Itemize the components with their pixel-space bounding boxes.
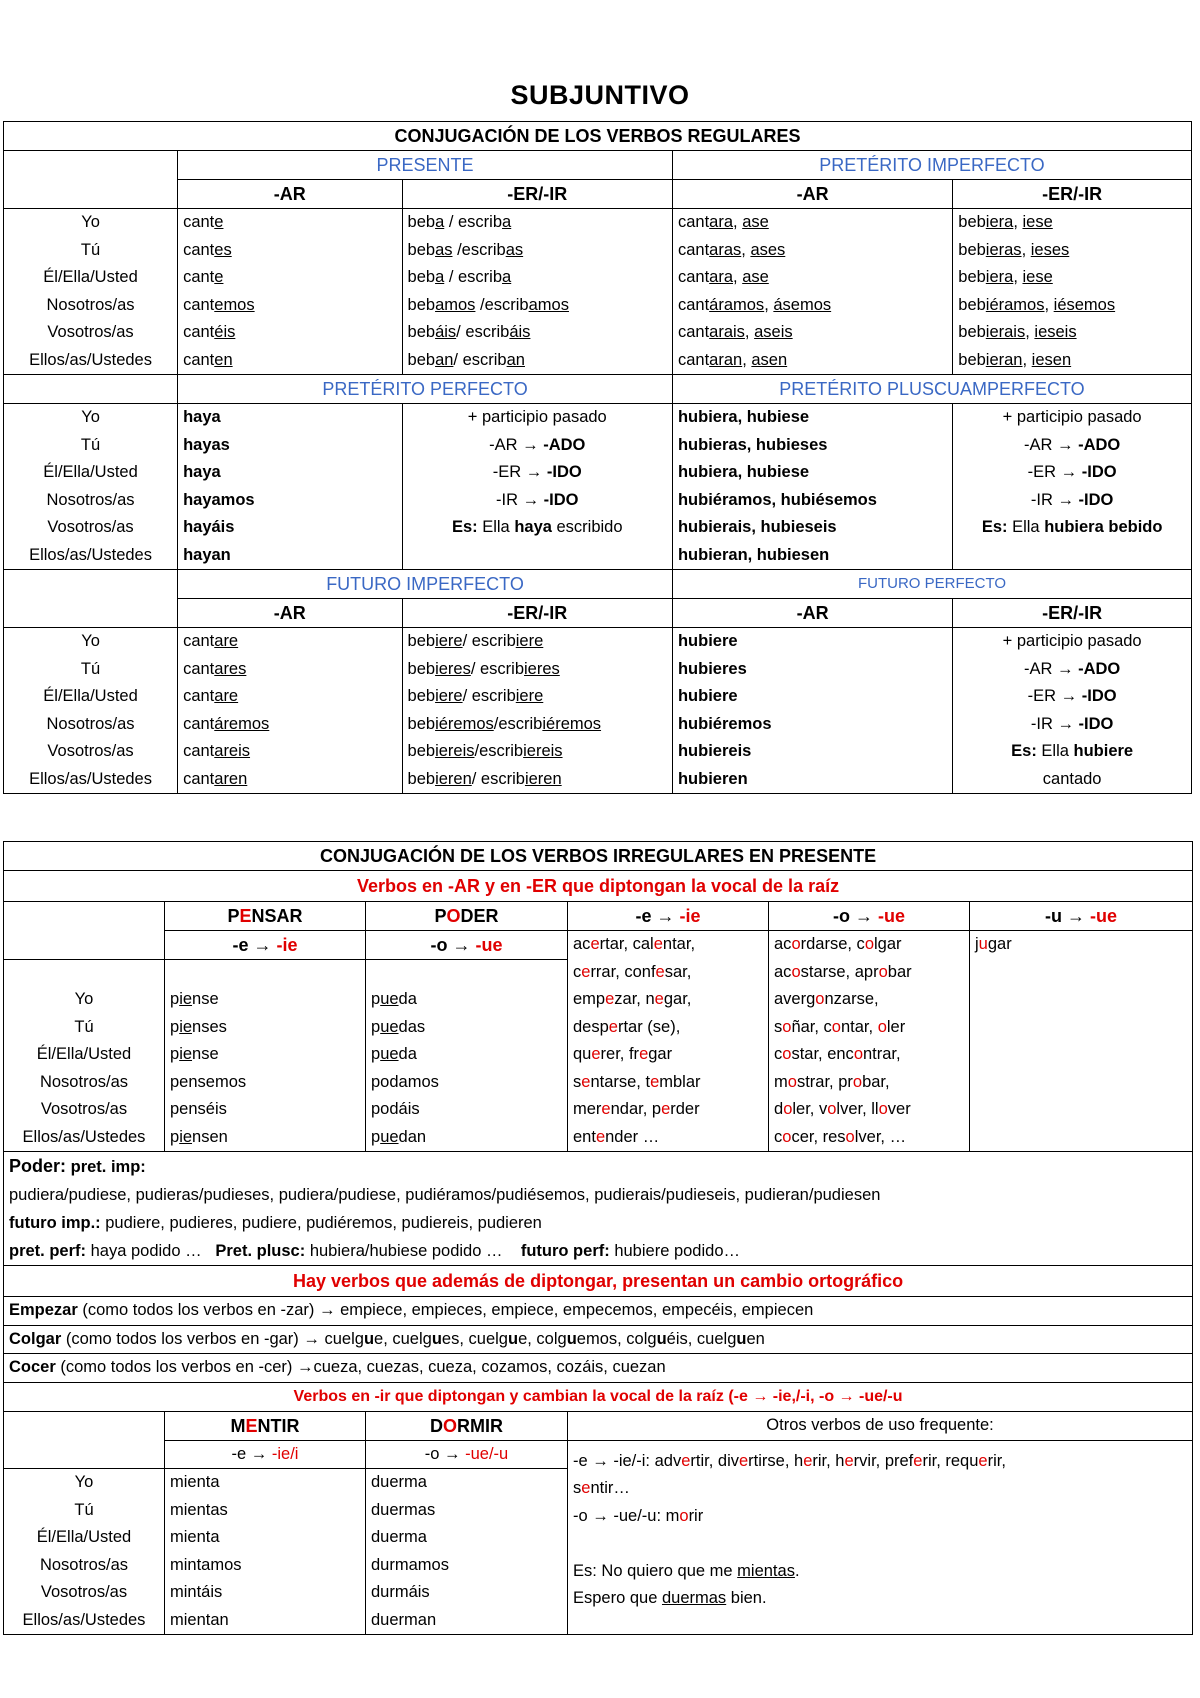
pronoun: Vosotros/as (40, 1583, 128, 1601)
verb-form: bebiera, iese (958, 268, 1053, 286)
verb-form: bebiere/ escribiere (407, 632, 544, 650)
verb-form: cantaren (183, 769, 248, 788)
verb-form: hayáis (183, 518, 235, 536)
verb-form: hubiere (677, 632, 738, 650)
poder-futperf: hubiere podido… (614, 1242, 741, 1260)
pronoun: Tú (74, 1500, 94, 1519)
verb-form: bebas /escribas (407, 240, 524, 259)
poder-note (4, 1152, 1193, 1266)
verb-form: piensen (170, 1127, 228, 1146)
verb-form: hayas (183, 435, 230, 454)
verb-form: mienta (170, 1473, 220, 1491)
poder-perfecto: haya podido … (90, 1242, 202, 1260)
verb-form: mienta (170, 1528, 220, 1546)
note-line: -IR → -IDO (1030, 490, 1114, 509)
verb-form: hubieras, hubieses (677, 435, 828, 454)
futuro-perfecto-header: FUTURO PERFECTO (672, 570, 1191, 599)
verb-form: bebieren/ escribieren (407, 769, 562, 788)
col-ar: -AR (672, 599, 952, 628)
note-line: -ER → -IDO (1027, 463, 1117, 481)
page-title: SUBJUNTIVO (510, 80, 690, 110)
pronoun: Nosotros/as (46, 295, 135, 314)
cocer-note: (como todos los verbos en -cer) (60, 1358, 293, 1376)
verb-form: puedan (371, 1127, 427, 1146)
col-er-ir: -ER/-IR (953, 599, 1192, 628)
verb-form: duermas (371, 1500, 436, 1519)
note-line: cantado (1042, 769, 1102, 788)
cocer-label: Cocer (9, 1358, 56, 1376)
empezar-note: (como todos los verbos en -zar) (82, 1301, 315, 1319)
pronoun: Vosotros/as (47, 518, 134, 536)
verb-form: haya (183, 463, 221, 481)
verb-form: bebamos /escribamos (407, 295, 569, 314)
pensar-header: PENSAR (165, 902, 366, 931)
empezar-row: Empezar (como todos los verbos en -zar) → empiece, empieces, empiece, empecemos, empecéis, empiecen (4, 1297, 1193, 1326)
verb-form: pienses (170, 1017, 227, 1036)
verb-form: mientan (170, 1610, 229, 1629)
verb-form: duerman (371, 1610, 437, 1629)
otros-verbs: -e → -ie/-i: advertir, divertirse, herir, hervir, preferir, requerir, sentir… -o → -ue/-u: morir Es: No quiero que me mientas. Espero que duermas bien. (568, 1440, 1193, 1635)
plusc-aux-forms (672, 404, 952, 570)
irregular-verbs-table (3, 841, 1193, 1635)
mentir-forms (165, 1469, 366, 1635)
verb-form: hubieres (677, 659, 747, 678)
empty-corner (4, 570, 178, 628)
col-er-ir: -ER/-IR (402, 599, 672, 628)
fut-imp-label: futuro imp.: (9, 1214, 101, 1232)
pronoun: Tú (80, 240, 101, 259)
presente-ar-forms (178, 209, 402, 375)
verb-form: hubieran, hubiesen (677, 545, 830, 564)
verb-form: durmáis (371, 1583, 430, 1601)
verb-form: cantaran, asen (677, 350, 788, 369)
verb-form: hubiere (677, 687, 738, 705)
verb-form: podáis (371, 1100, 420, 1118)
dormir-forms (366, 1469, 568, 1635)
verb-form: podamos (371, 1072, 439, 1091)
pronoun: Yo (74, 990, 94, 1008)
verb-form: cante (183, 213, 224, 231)
col-ar: -AR (178, 599, 402, 628)
note-line: -AR → -ADO (1024, 435, 1121, 454)
verb-form: mintáis (170, 1583, 223, 1601)
verb-form: puedas (371, 1017, 426, 1036)
verb-form: hubiereis (677, 742, 752, 760)
verb-form: hayamos (183, 490, 255, 509)
mentir-change: -e → -ie/i (165, 1440, 366, 1469)
imperfecto-ar-forms (672, 209, 952, 375)
irregular-header: CONJUGACIÓN DE LOS VERBOS IRREGULARES EN PRESENTE (4, 842, 1193, 871)
pronouns-list (4, 960, 165, 1152)
verb-form: piense (170, 1045, 219, 1063)
mentir-header: MENTIR (165, 1411, 366, 1440)
futuro-ar-forms (178, 628, 402, 794)
imperfecto-er-forms (953, 209, 1192, 375)
pronouns-list (4, 404, 178, 570)
futperf-aux-forms (672, 628, 952, 794)
verb-form: duerma (371, 1473, 427, 1491)
pronoun: Yo (81, 213, 100, 231)
pronoun: Vosotros/as (47, 742, 134, 760)
poder-header: PODER (366, 902, 568, 931)
verb-form: bebierais, ieseis (958, 323, 1077, 341)
o-ue-header: -o → -ue (769, 902, 970, 931)
pronoun: Ellos/as/Ustedes (29, 545, 152, 564)
fut-perf-label: futuro perf: (520, 1242, 610, 1260)
verb-form: beba / escriba (407, 268, 512, 286)
note-line: Es: Ella hubiere (1011, 742, 1134, 760)
e-ie-header: -e → -ie (568, 902, 769, 931)
verb-form: hubiera, hubiese (677, 463, 810, 481)
verb-form: durmamos (371, 1555, 449, 1574)
note-line: -IR → -IDO (1030, 714, 1114, 733)
futperf-notes (953, 628, 1192, 794)
cocer-forms: cueza, cuezas, cueza, cozamos, cozáis, cuezan (313, 1358, 666, 1376)
verb-form: cantares (183, 659, 247, 678)
verb-form: bebiéramos, iésemos (958, 295, 1116, 314)
pronoun: Ellos/as/Ustedes (22, 1610, 146, 1629)
plusc-label: Pret. plusc: (215, 1242, 306, 1260)
verb-form: hubieren (677, 769, 748, 788)
verb-form: bebáis/ escribáis (407, 323, 531, 341)
pronoun: Yo (81, 632, 100, 650)
poder-futuro: pudiere, pudieres, pudiere, pudiéremos, pudiereis, pudieren (105, 1214, 542, 1232)
pronoun: Ellos/as/Ustedes (22, 1127, 146, 1146)
perfecto-notes (402, 404, 672, 570)
verb-form: cantare (183, 632, 239, 650)
pret-imperfecto-header: PRETÉRITO IMPERFECTO (672, 151, 1191, 180)
pronoun: Yo (74, 1473, 94, 1491)
note-line (958, 542, 1186, 570)
verb-form: bebieres/ escribieres (407, 659, 560, 678)
verb-form: pueda (371, 990, 417, 1008)
pensar-forms (165, 960, 366, 1152)
regular-header: CONJUGACIÓN DE LOS VERBOS REGULARES (4, 122, 1192, 151)
verb-form: bebiéremos/escribiéremos (407, 714, 602, 733)
pronoun: Yo (81, 408, 100, 426)
verb-form: cantáramos, ásemos (677, 295, 832, 314)
pronoun: Nosotros/as (46, 490, 135, 509)
empty-corner (4, 902, 165, 960)
empty-corner (4, 1411, 165, 1469)
verb-form: cante (183, 268, 224, 286)
plusc-notes (953, 404, 1192, 570)
note-line: + participio pasado (1002, 632, 1142, 650)
verb-form: duerma (371, 1528, 427, 1546)
verb-form: piense (170, 990, 219, 1008)
u-ue-header: -u → -ue (970, 902, 1193, 931)
col-er-ir: -ER/-IR (402, 180, 672, 209)
empezar-forms: empiece, empieces, empiece, empecemos, empecéis, empiecen (340, 1301, 814, 1319)
verb-form: bebieran, iesen (958, 350, 1072, 369)
note-line (408, 542, 667, 570)
poder-forms (366, 960, 568, 1152)
note-line: -ER → -IDO (1027, 687, 1117, 705)
verb-form: cantes (183, 240, 232, 259)
colgar-forms: cuelgue, cuelgues, cuelgue, colguemos, colguéis, cuelguen (324, 1329, 765, 1348)
futuro-er-forms (402, 628, 672, 794)
u-ue-verbs-list: jugar (970, 931, 1193, 1152)
verb-form: cantéis (183, 323, 236, 341)
regular-verbs-table (3, 121, 1192, 794)
pronoun: Nosotros/as (46, 714, 135, 733)
verb-form: cantare (183, 687, 239, 705)
verb-form: penséis (170, 1100, 227, 1118)
note-line: + participio pasado (1002, 408, 1142, 426)
pronouns-list (4, 628, 178, 794)
empezar-label: Empezar (9, 1301, 78, 1319)
pluscuamperfecto-header: PRETÉRITO PLUSCUAMPERFECTO (672, 375, 1191, 404)
subheader-ir: Verbos en -ir que diptongan y cambian la vocal de la raíz (-e → -ie,/-i, -o → -ue/-u (4, 1382, 1193, 1411)
verb-form: hubiéramos, hubiésemos (677, 490, 877, 509)
otros-header: Otros verbos de uso frequente: (568, 1411, 1193, 1440)
pronoun: Nosotros/as (39, 1555, 129, 1574)
pronouns-list (4, 1469, 165, 1635)
perfecto-aux-forms (178, 404, 402, 570)
pronoun: Él/Ella/Usted (43, 268, 138, 286)
note-line: -ER → -IDO (492, 463, 582, 481)
verb-form: cantaras, ases (677, 240, 786, 259)
futuro-imperfecto-header: FUTURO IMPERFECTO (178, 570, 673, 599)
pensar-change: -e → -ie (165, 931, 366, 960)
poder-change: -o → -ue (366, 931, 568, 960)
col-ar: -AR (672, 180, 952, 209)
poder-label: Poder: (9, 1156, 67, 1176)
pronoun: Él/Ella/Usted (36, 1045, 132, 1063)
pronoun: Nosotros/as (39, 1072, 129, 1091)
verb-form: hubierais, hubieseis (677, 518, 837, 536)
note-line: -AR → -ADO (489, 435, 586, 454)
subheader-ar-er: Verbos en -AR y en -ER que diptongan la vocal de la raíz (4, 871, 1193, 902)
pronoun: Vosotros/as (40, 1100, 128, 1118)
presente-er-forms (402, 209, 672, 375)
verb-form: beba / escriba (407, 213, 512, 231)
verb-form: cantara, ase (677, 213, 769, 231)
verb-form: mientas (170, 1500, 228, 1519)
pronouns-list (4, 209, 178, 375)
verb-form: haya (183, 408, 221, 426)
note-line: -IR → -IDO (495, 490, 579, 509)
empty-corner (4, 151, 178, 209)
colgar-note: (como todos los verbos en -gar) (65, 1329, 299, 1348)
verb-form: hubiéremos (677, 714, 772, 733)
pronoun: Vosotros/as (47, 323, 134, 341)
verb-form: pueda (371, 1045, 417, 1063)
pronoun: Tú (80, 435, 101, 454)
pret-imp-label: pret. imp: (70, 1158, 146, 1176)
poder-plusc: hubiera/hubiese podido … (309, 1242, 503, 1260)
verb-form: hubiera, hubiese (677, 408, 810, 426)
col-er-ir: -ER/-IR (953, 180, 1192, 209)
note-line: -AR → -ADO (1024, 659, 1121, 678)
verb-form: cantáremos (183, 714, 270, 733)
cocer-row: Cocer (como todos los verbos en -cer) →cueza, cuezas, cueza, cozamos, cozáis, cuezan (4, 1354, 1193, 1383)
colgar-row: Colgar (como todos los verbos en -gar) → cuelgue, cuelgues, cuelgue, colguemos, colguéis, cuelguen (4, 1325, 1193, 1354)
verb-form: canten (183, 350, 233, 369)
verb-form: cantemos (183, 295, 255, 314)
dormir-change: -o → -ue/-u (366, 1440, 568, 1469)
pret-perfecto-header: PRETÉRITO PERFECTO (178, 375, 673, 404)
verb-form: cantarais, aseis (677, 323, 793, 341)
pret-perf-label: pret. perf: (9, 1242, 87, 1260)
verb-form: cantareis (183, 742, 251, 760)
pronoun: Tú (74, 1017, 94, 1036)
verb-form: bebiere/ escribiere (407, 687, 544, 705)
verb-form: pensemos (170, 1072, 247, 1091)
col-ar: -AR (178, 180, 402, 209)
colgar-label: Colgar (9, 1329, 62, 1348)
verb-form: beban/ escriban (407, 350, 525, 369)
pronoun: Él/Ella/Usted (43, 463, 138, 481)
pronoun: Él/Ella/Usted (36, 1528, 132, 1546)
note-line: + participio pasado (467, 408, 607, 426)
e-ie-verbs-list: acertar, calentar, cerrar, confesar, empezar, negar, despertar (se), querer, fregar sentarse, temblar merendar, perder entender … (568, 931, 769, 1152)
verb-form: bebieras, ieses (958, 240, 1070, 259)
note-line: Es: Ella hubiera bebido (981, 518, 1163, 536)
verb-form: cantara, ase (677, 268, 769, 286)
verb-form: hayan (183, 545, 231, 564)
pronoun: Ellos/as/Ustedes (29, 769, 152, 788)
presente-header: PRESENTE (178, 151, 673, 180)
o-ue-verbs-list: acordarse, colgar acostarse, aprobar avergonzarse, soñar, contar, oler costar, encontrar, mostrar, probar, doler, volver, llover cocer, resolver, … (769, 931, 970, 1152)
pronoun: Tú (80, 659, 101, 678)
empty-corner (4, 375, 178, 404)
pronoun: Ellos/as/Ustedes (29, 350, 152, 369)
poder-imperfecto: pudiera/pudiese, pudieras/pudieses, pudiera/pudiese, pudiéramos/pudiésemos, pudierais/pudieseis, pudieran/pudiesen (9, 1186, 881, 1204)
verb-form: bebiera, iese (958, 213, 1053, 231)
dormir-header: DORMIR (366, 1411, 568, 1440)
pronoun: Él/Ella/Usted (43, 687, 138, 705)
verb-form: mintamos (170, 1555, 242, 1574)
subheader-ortografico: Hay verbos que además de diptongar, presentan un cambio ortográfico (4, 1266, 1193, 1297)
note-line: Es: Ella haya escribido (451, 518, 623, 536)
verb-form: bebiereis/escribiereis (407, 742, 563, 760)
